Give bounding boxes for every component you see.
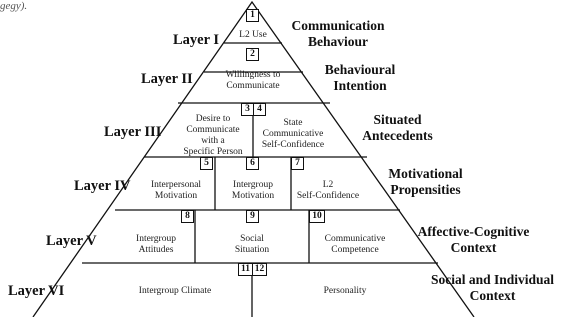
layer-1-desc-line-1: Communication bbox=[291, 18, 385, 33]
box-3-text bbox=[175, 114, 251, 158]
layer-3-desc-line-1: Situated bbox=[373, 112, 422, 127]
box-3-line-4: Specific Person bbox=[183, 147, 243, 157]
box-7-text bbox=[293, 180, 363, 202]
box-5-line-1: Interpersonal bbox=[150, 180, 202, 190]
box-2-line-1: Willingness to bbox=[225, 70, 281, 80]
box-3-number: 3 bbox=[241, 103, 254, 116]
layer-5-desc-line-2: Context bbox=[450, 240, 497, 255]
box-9-number: 9 bbox=[246, 210, 259, 223]
box-8-line-2: Attitudes bbox=[138, 245, 174, 255]
box-4-number: 4 bbox=[253, 103, 266, 116]
box-2-number: 2 bbox=[246, 48, 259, 61]
box-4-line-1: State bbox=[283, 118, 303, 128]
box-5-text bbox=[140, 180, 212, 202]
box-3-line-1: Desire to bbox=[195, 114, 231, 124]
box-9-line-1: Social bbox=[240, 234, 264, 244]
box-6-number: 6 bbox=[246, 157, 259, 170]
layer-1-label: Layer I bbox=[173, 32, 220, 48]
box-11-number: 11 bbox=[238, 263, 253, 276]
layer-4-description bbox=[368, 166, 483, 198]
layer-1-desc-line-2: Behaviour bbox=[307, 34, 368, 49]
box-9-line-2: Situation bbox=[234, 245, 270, 255]
layer-6-desc-line-2: Context bbox=[469, 288, 516, 303]
box-1-line-1: L2 Use bbox=[239, 30, 267, 40]
box-12-number: 12 bbox=[252, 263, 267, 276]
box-10-line-1: Communicative bbox=[324, 234, 386, 244]
layer-5-description bbox=[401, 224, 546, 256]
box-10-text bbox=[312, 234, 398, 256]
layer-1-description bbox=[283, 18, 393, 50]
box-5-number: 5 bbox=[200, 157, 213, 170]
box-6-line-1: Intergroup bbox=[233, 180, 273, 190]
layer-5-desc-line-1: Affective-Cognitive bbox=[417, 224, 530, 239]
layer-2-desc-line-1: Behavioural bbox=[324, 62, 396, 77]
box-8-number: 8 bbox=[181, 210, 194, 223]
box-7-line-1: L2 bbox=[322, 180, 334, 190]
layer-4-desc-line-2: Propensities bbox=[390, 182, 461, 197]
box-6-line-2: Motivation bbox=[231, 191, 275, 201]
layer-3-description bbox=[350, 112, 445, 144]
box-2-text bbox=[210, 70, 296, 92]
layer-2-desc-line-2: Intention bbox=[333, 78, 387, 93]
box-12-text bbox=[295, 286, 395, 297]
layer-6-desc-line-1: Social and Individual bbox=[430, 272, 555, 287]
layer-6-description bbox=[420, 272, 565, 304]
layer-6-label: Layer VI bbox=[8, 283, 65, 299]
box-3-line-2: Communicate bbox=[186, 125, 240, 135]
layer-4-desc-line-1: Motivational bbox=[388, 166, 463, 181]
layer-3-desc-line-2: Antecedents bbox=[362, 128, 433, 143]
layer-5-label: Layer V bbox=[46, 233, 97, 249]
box-9-text bbox=[212, 234, 292, 256]
box-11-line-1: Intergroup Climate bbox=[138, 286, 212, 296]
box-4-line-2: Communicative bbox=[262, 129, 324, 139]
box-1-number: 1 bbox=[246, 9, 259, 22]
box-4-line-3: Self-Confidence bbox=[261, 140, 325, 150]
layer-2-label: Layer II bbox=[141, 71, 193, 87]
box-7-number: 7 bbox=[291, 157, 304, 170]
layer-2-description bbox=[305, 62, 415, 94]
box-7-line-2: Self-Confidence bbox=[296, 191, 360, 201]
caption-fragment: gegy). bbox=[0, 0, 28, 12]
box-3-line-3: with a bbox=[201, 136, 225, 146]
box-12-line-1: Personality bbox=[323, 286, 367, 296]
box-8-text bbox=[118, 234, 194, 256]
box-2-line-2: Communicate bbox=[226, 81, 280, 91]
box-10-line-2: Competence bbox=[331, 245, 379, 255]
layer-4-label: Layer IV bbox=[74, 178, 131, 194]
layer-3-label: Layer III bbox=[104, 124, 162, 140]
box-10-number: 10 bbox=[309, 210, 325, 223]
box-6-text bbox=[217, 180, 289, 202]
box-1-text bbox=[226, 30, 280, 41]
box-8-line-1: Intergroup bbox=[136, 234, 176, 244]
box-4-text bbox=[255, 118, 331, 151]
box-11-text bbox=[115, 286, 235, 297]
box-5-line-2: Motivation bbox=[154, 191, 198, 201]
